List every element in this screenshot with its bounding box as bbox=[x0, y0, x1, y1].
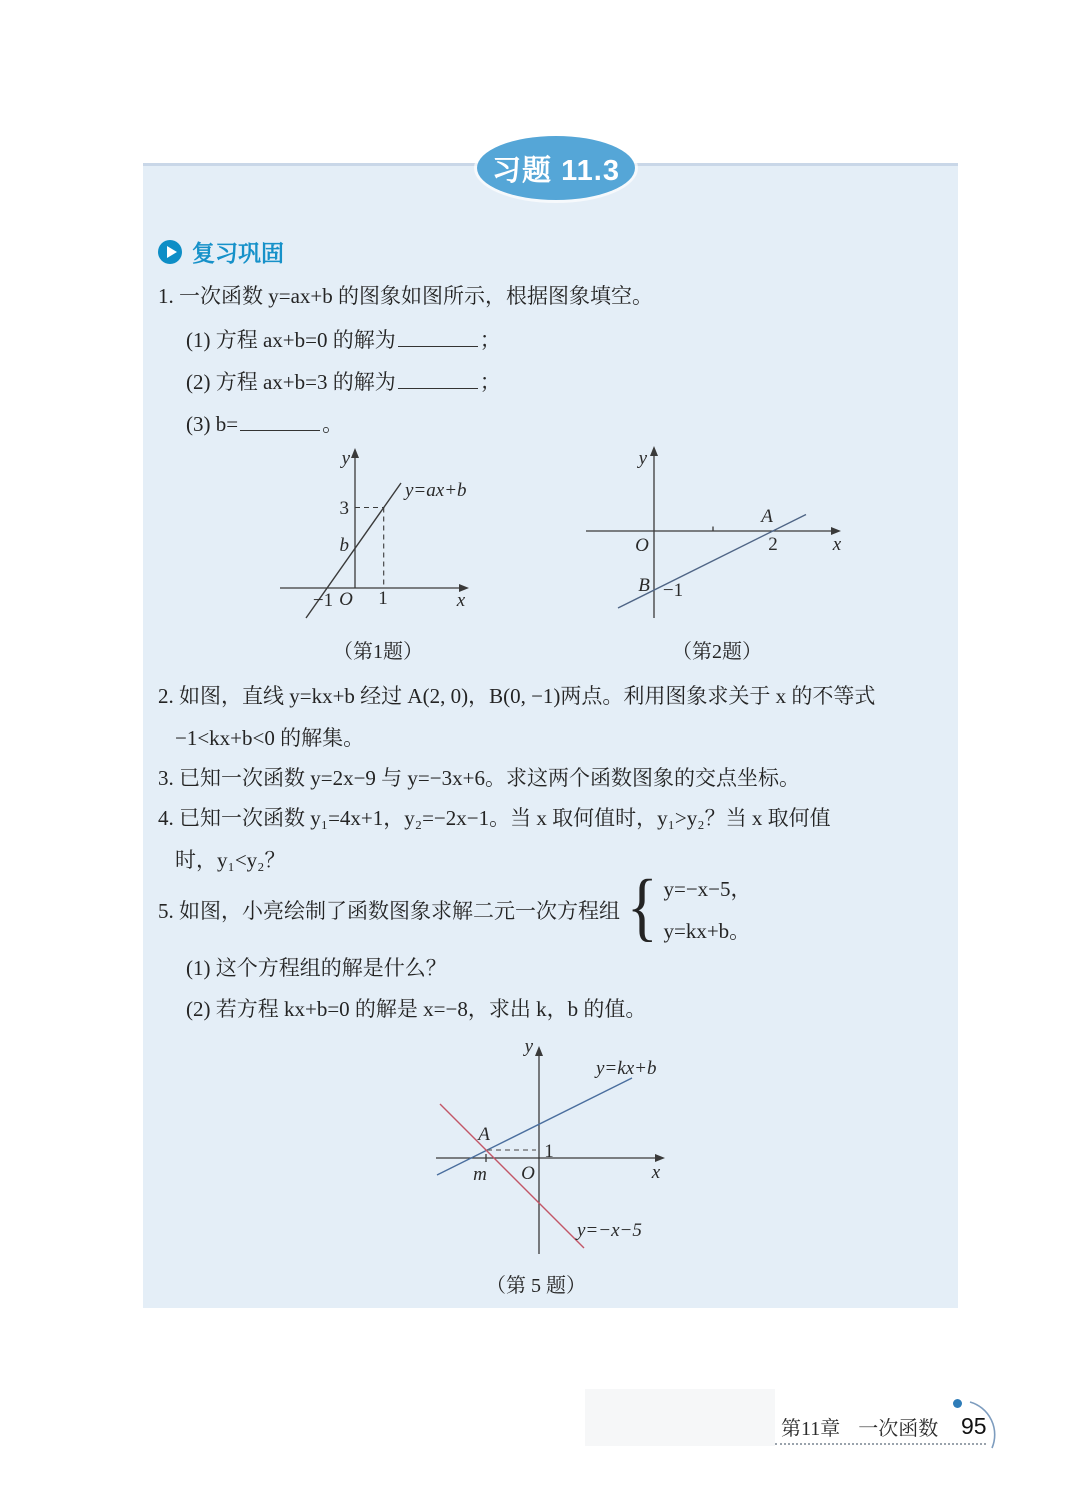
y-axis-arrow-icon bbox=[351, 448, 359, 458]
problem-1-sub-1-text: (1) 方程 ax+b=0 的解为 bbox=[186, 328, 396, 352]
footer-chapter-title: 一次函数 bbox=[858, 1418, 939, 1440]
figure-2 bbox=[572, 440, 862, 664]
answer-blank-2 bbox=[398, 368, 478, 389]
figure-5 bbox=[400, 1030, 672, 1298]
footer-dotted-rule bbox=[775, 1443, 986, 1445]
problem-4-line-2: 时，y₁<y₂？ bbox=[175, 848, 286, 872]
answer-blank-3 bbox=[240, 410, 320, 431]
fig1-x-axis-label: x bbox=[456, 590, 466, 611]
fig5-line1-equation: y=kx+b bbox=[596, 1058, 657, 1079]
figure-1-graph bbox=[278, 440, 478, 628]
problem-1-sub-2-text: (2) 方程 ax+b=3 的解为 bbox=[186, 370, 396, 394]
system-equation-2: y=kx+b。 bbox=[663, 919, 751, 943]
footer-shade bbox=[585, 1389, 775, 1446]
problem-1-sub-3-text: (3) b= bbox=[186, 412, 239, 436]
system-equation-1: y=−x−5， bbox=[663, 877, 752, 901]
x-axis-arrow-icon bbox=[655, 1154, 665, 1162]
fig2-point-B: B bbox=[638, 575, 650, 596]
figure-1 bbox=[278, 440, 478, 664]
line-y-negx-5 bbox=[440, 1104, 584, 1248]
fig1-tick-neg1: −1 bbox=[312, 590, 334, 611]
problem-1-sub-1 bbox=[186, 326, 501, 352]
footer-chapter-number: 第11章 bbox=[781, 1418, 841, 1440]
problem-1-sub-2 bbox=[186, 368, 501, 394]
fig1-tick-1: 1 bbox=[378, 588, 388, 609]
fig2-y-axis-label: y bbox=[638, 448, 647, 469]
problem-4-line-1: 4. 已知一次函数 y₁=4x+1，y₂=−2x−1。当 x 取何值时，y₁>y₂？当 x 取何值 bbox=[158, 806, 831, 830]
play-icon bbox=[158, 240, 182, 264]
problem-1-sub-1-punct: ； bbox=[479, 328, 501, 352]
fig5-point-A: A bbox=[478, 1124, 490, 1145]
section-heading-label: 复习巩固 bbox=[192, 240, 284, 266]
fig1-tick-3: 3 bbox=[339, 498, 349, 519]
equation-system bbox=[663, 868, 751, 952]
problem-1-sub-3-punct: 。 bbox=[322, 412, 344, 436]
y-axis-arrow-icon bbox=[535, 1046, 543, 1056]
problem-2-line-2: −1<kx+b<0 的解集。 bbox=[175, 726, 365, 750]
figure-2-caption: （第2题） bbox=[672, 641, 762, 663]
footer-dot-icon bbox=[953, 1399, 962, 1408]
figure-2-graph bbox=[572, 440, 862, 628]
problem-3-stem: 3. 已知一次函数 y=2x−9 与 y=−3x+6。求这两个函数图象的交点坐标。 bbox=[158, 766, 800, 790]
line-y-kx-b bbox=[437, 1078, 632, 1175]
exercise-badge: 习题 11.3 bbox=[477, 136, 635, 200]
figure-5-caption: （第 5 题） bbox=[486, 1275, 586, 1297]
section-heading bbox=[158, 235, 284, 268]
problem-1-sub-2-punct: ； bbox=[479, 370, 501, 394]
figure-5-graph bbox=[400, 1030, 672, 1262]
fig5-y-axis-label: y bbox=[524, 1036, 533, 1057]
system-brace: { bbox=[626, 864, 658, 949]
problem-1-sub-3 bbox=[186, 410, 343, 436]
fig1-intercept-b: b bbox=[339, 535, 349, 556]
fig1-y-axis-label: y bbox=[341, 448, 350, 469]
problem-2-line-1: 2. 如图，直线 y=kx+b 经过 A(2, 0)，B(0, −1)两点。利用图象求关于 x 的不等式 bbox=[158, 684, 876, 708]
fig5-tick-1: 1 bbox=[544, 1141, 554, 1162]
fig1-origin-label: O bbox=[339, 589, 353, 610]
fig2-origin-label: O bbox=[635, 535, 649, 556]
fig2-tick-2: 2 bbox=[768, 534, 778, 555]
problem-5-sub-2: (2) 若方程 kx+b=0 的解是 x=−8，求出 k，b 的值。 bbox=[186, 997, 647, 1021]
y-axis-arrow-icon bbox=[650, 446, 658, 456]
fig5-tick-m: m bbox=[473, 1164, 487, 1185]
fig2-point-A: A bbox=[761, 506, 773, 527]
footer-arc-icon bbox=[962, 1396, 1008, 1454]
problem-1-stem: 1. 一次函数 y=ax+b 的图象如图所示，根据图象填空。 bbox=[158, 284, 654, 308]
fig5-line2-equation: y=−x−5 bbox=[577, 1220, 642, 1241]
fig2-tick-neg1: −1 bbox=[662, 580, 684, 601]
problem-5-stem-row bbox=[158, 864, 752, 952]
page-number: 95 bbox=[961, 1413, 987, 1439]
problem-5-stem: 5. 如图，小亮绘制了函数图象求解二元一次方程组 bbox=[158, 899, 620, 923]
figure-1-caption: （第1题） bbox=[333, 641, 423, 663]
problem-5-sub-1: (1) 这个方程组的解是什么？ bbox=[186, 956, 447, 980]
fig2-x-axis-label: x bbox=[832, 534, 842, 555]
fig1-line-equation: y=ax+b bbox=[405, 480, 467, 501]
fig5-origin-label: O bbox=[521, 1163, 535, 1184]
footer-chapter bbox=[781, 1412, 938, 1441]
fig5-x-axis-label: x bbox=[651, 1162, 661, 1183]
answer-blank-1 bbox=[398, 326, 478, 347]
